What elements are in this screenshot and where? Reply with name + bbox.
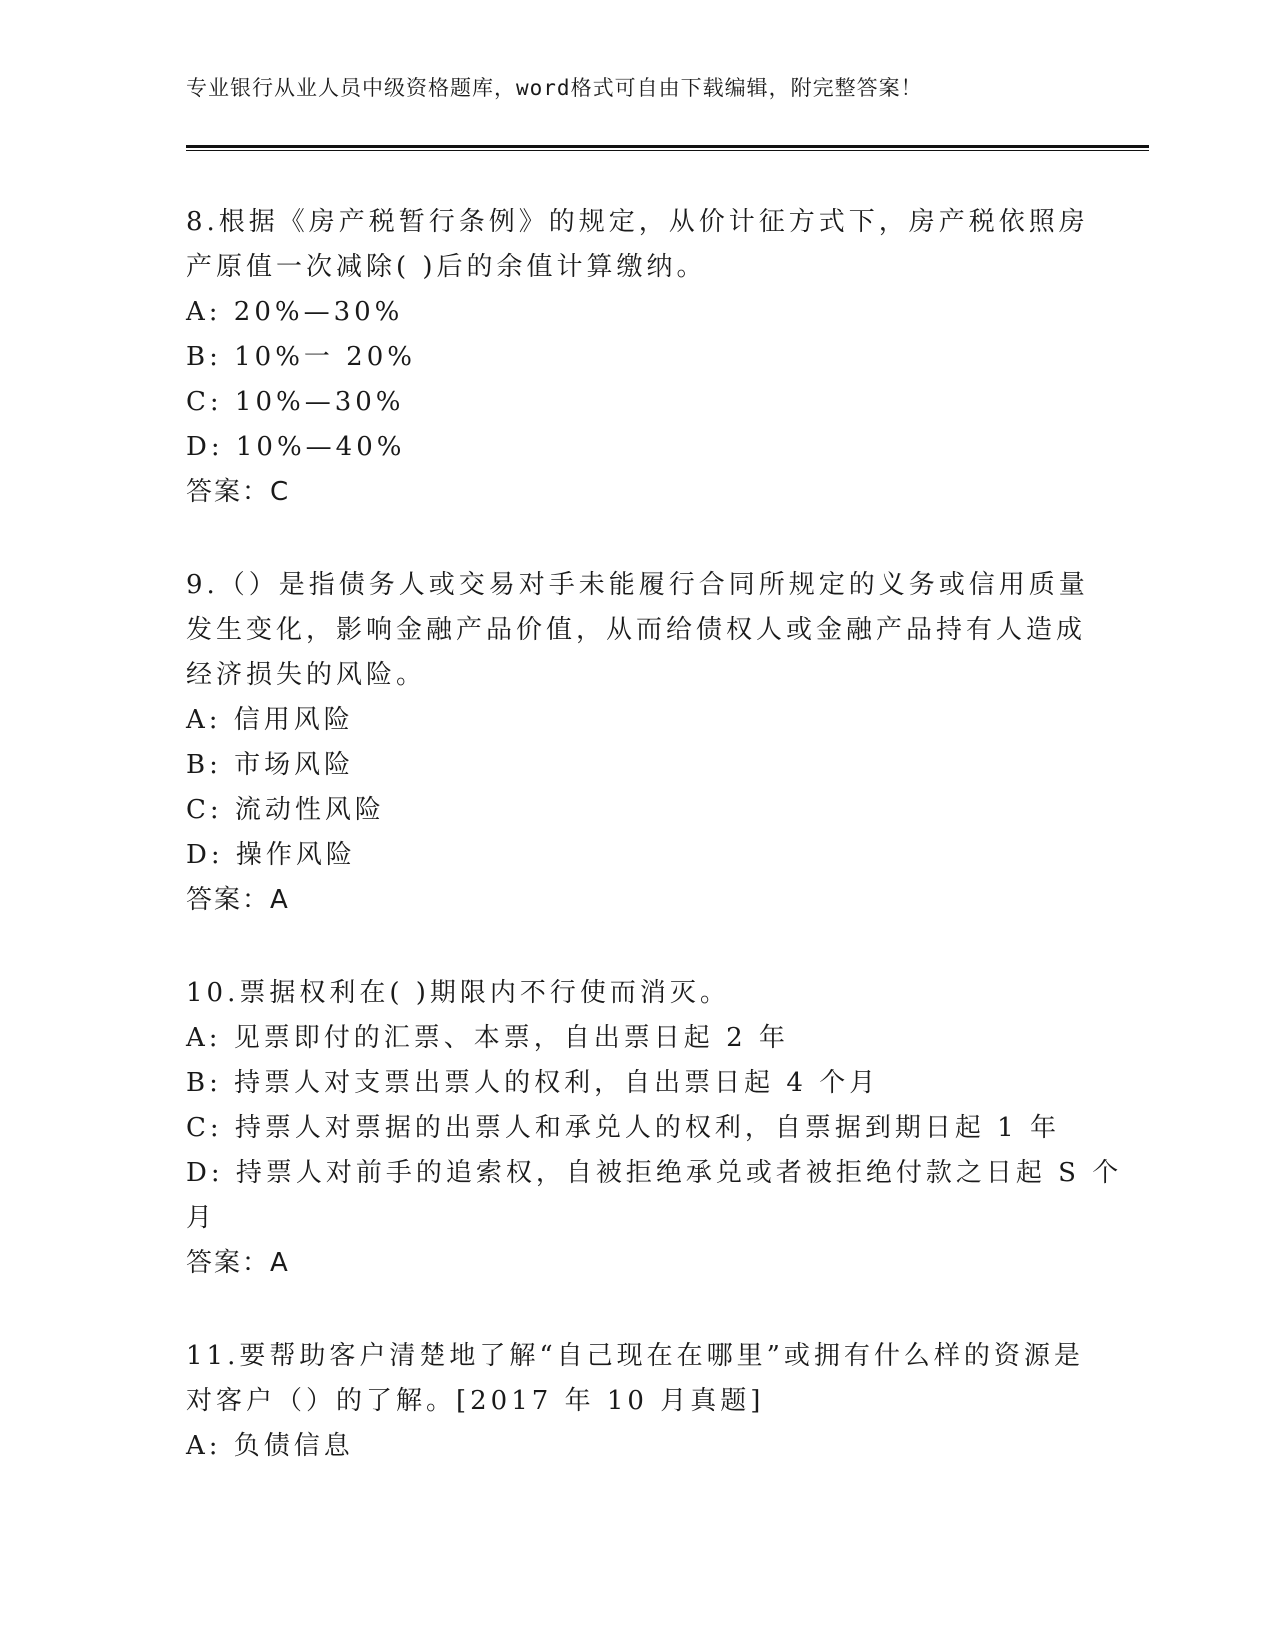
option-b: B: 10%一 20% [186,342,416,372]
question-11 [186,1334,1084,1469]
question-10 [186,971,1123,1286]
option-a: A: 20%—30% [186,297,404,327]
option-d: D: 10%—40% [186,432,406,462]
question-text-line: 对客户（）的了解。[2017 年 10 月真题] [186,1386,765,1416]
option-c: C: 流动性风险 [186,795,385,825]
option-d-continued: 月 [186,1203,217,1233]
option-c: C: 10%—30% [186,387,405,417]
question-text-line: 10.票据权利在( )期限内不行使而消灭。 [186,978,730,1008]
question-text-line: 9.（）是指债务人或交易对手未能履行合同所规定的义务或信用质量 [186,570,1089,600]
option-d: D: 操作风险 [186,840,356,870]
option-b: B: 持票人对支票出票人的权利，自出票日起 4 个月 [186,1068,880,1098]
option-c: C: 持票人对票据的出票人和承兑人的权利，自票据到期日起 1 年 [186,1113,1060,1143]
question-text-line: 产原值一次减除( )后的余值计算缴纳。 [186,252,707,282]
question-list [186,200,1123,1517]
option-a: A: 信用风险 [186,705,354,735]
answer: 答案：A [186,885,290,915]
question-8 [186,200,1089,515]
option-d: D: 持票人对前手的追索权，自被拒绝承兑或者被拒绝付款之日起 S 个 [186,1158,1123,1188]
question-text-line: 经济损失的风险。 [186,660,427,690]
question-text-line: 11.要帮助客户清楚地了解“自己现在在哪里”或拥有什么样的资源是 [186,1341,1084,1371]
page-header: 专业银行从业人员中级资格题库，word格式可自由下载编辑，附完整答案！ [186,76,923,100]
question-text-line: 8.根据《房产税暂行条例》的规定，从价计征方式下，房产税依照房 [186,207,1089,237]
question-text-line: 发生变化，影响金融产品价值，从而给债权人或金融产品持有人造成 [186,615,1087,645]
question-9 [186,563,1089,923]
header-rule-thin [186,150,1149,151]
answer: 答案：C [186,477,291,507]
option-a: A: 见票即付的汇票、本票，自出票日起 2 年 [186,1023,789,1053]
answer: 答案：A [186,1248,290,1278]
option-a: A: 负债信息 [186,1431,354,1461]
header-rule-thick [186,145,1149,148]
option-b: B: 市场风险 [186,750,355,780]
